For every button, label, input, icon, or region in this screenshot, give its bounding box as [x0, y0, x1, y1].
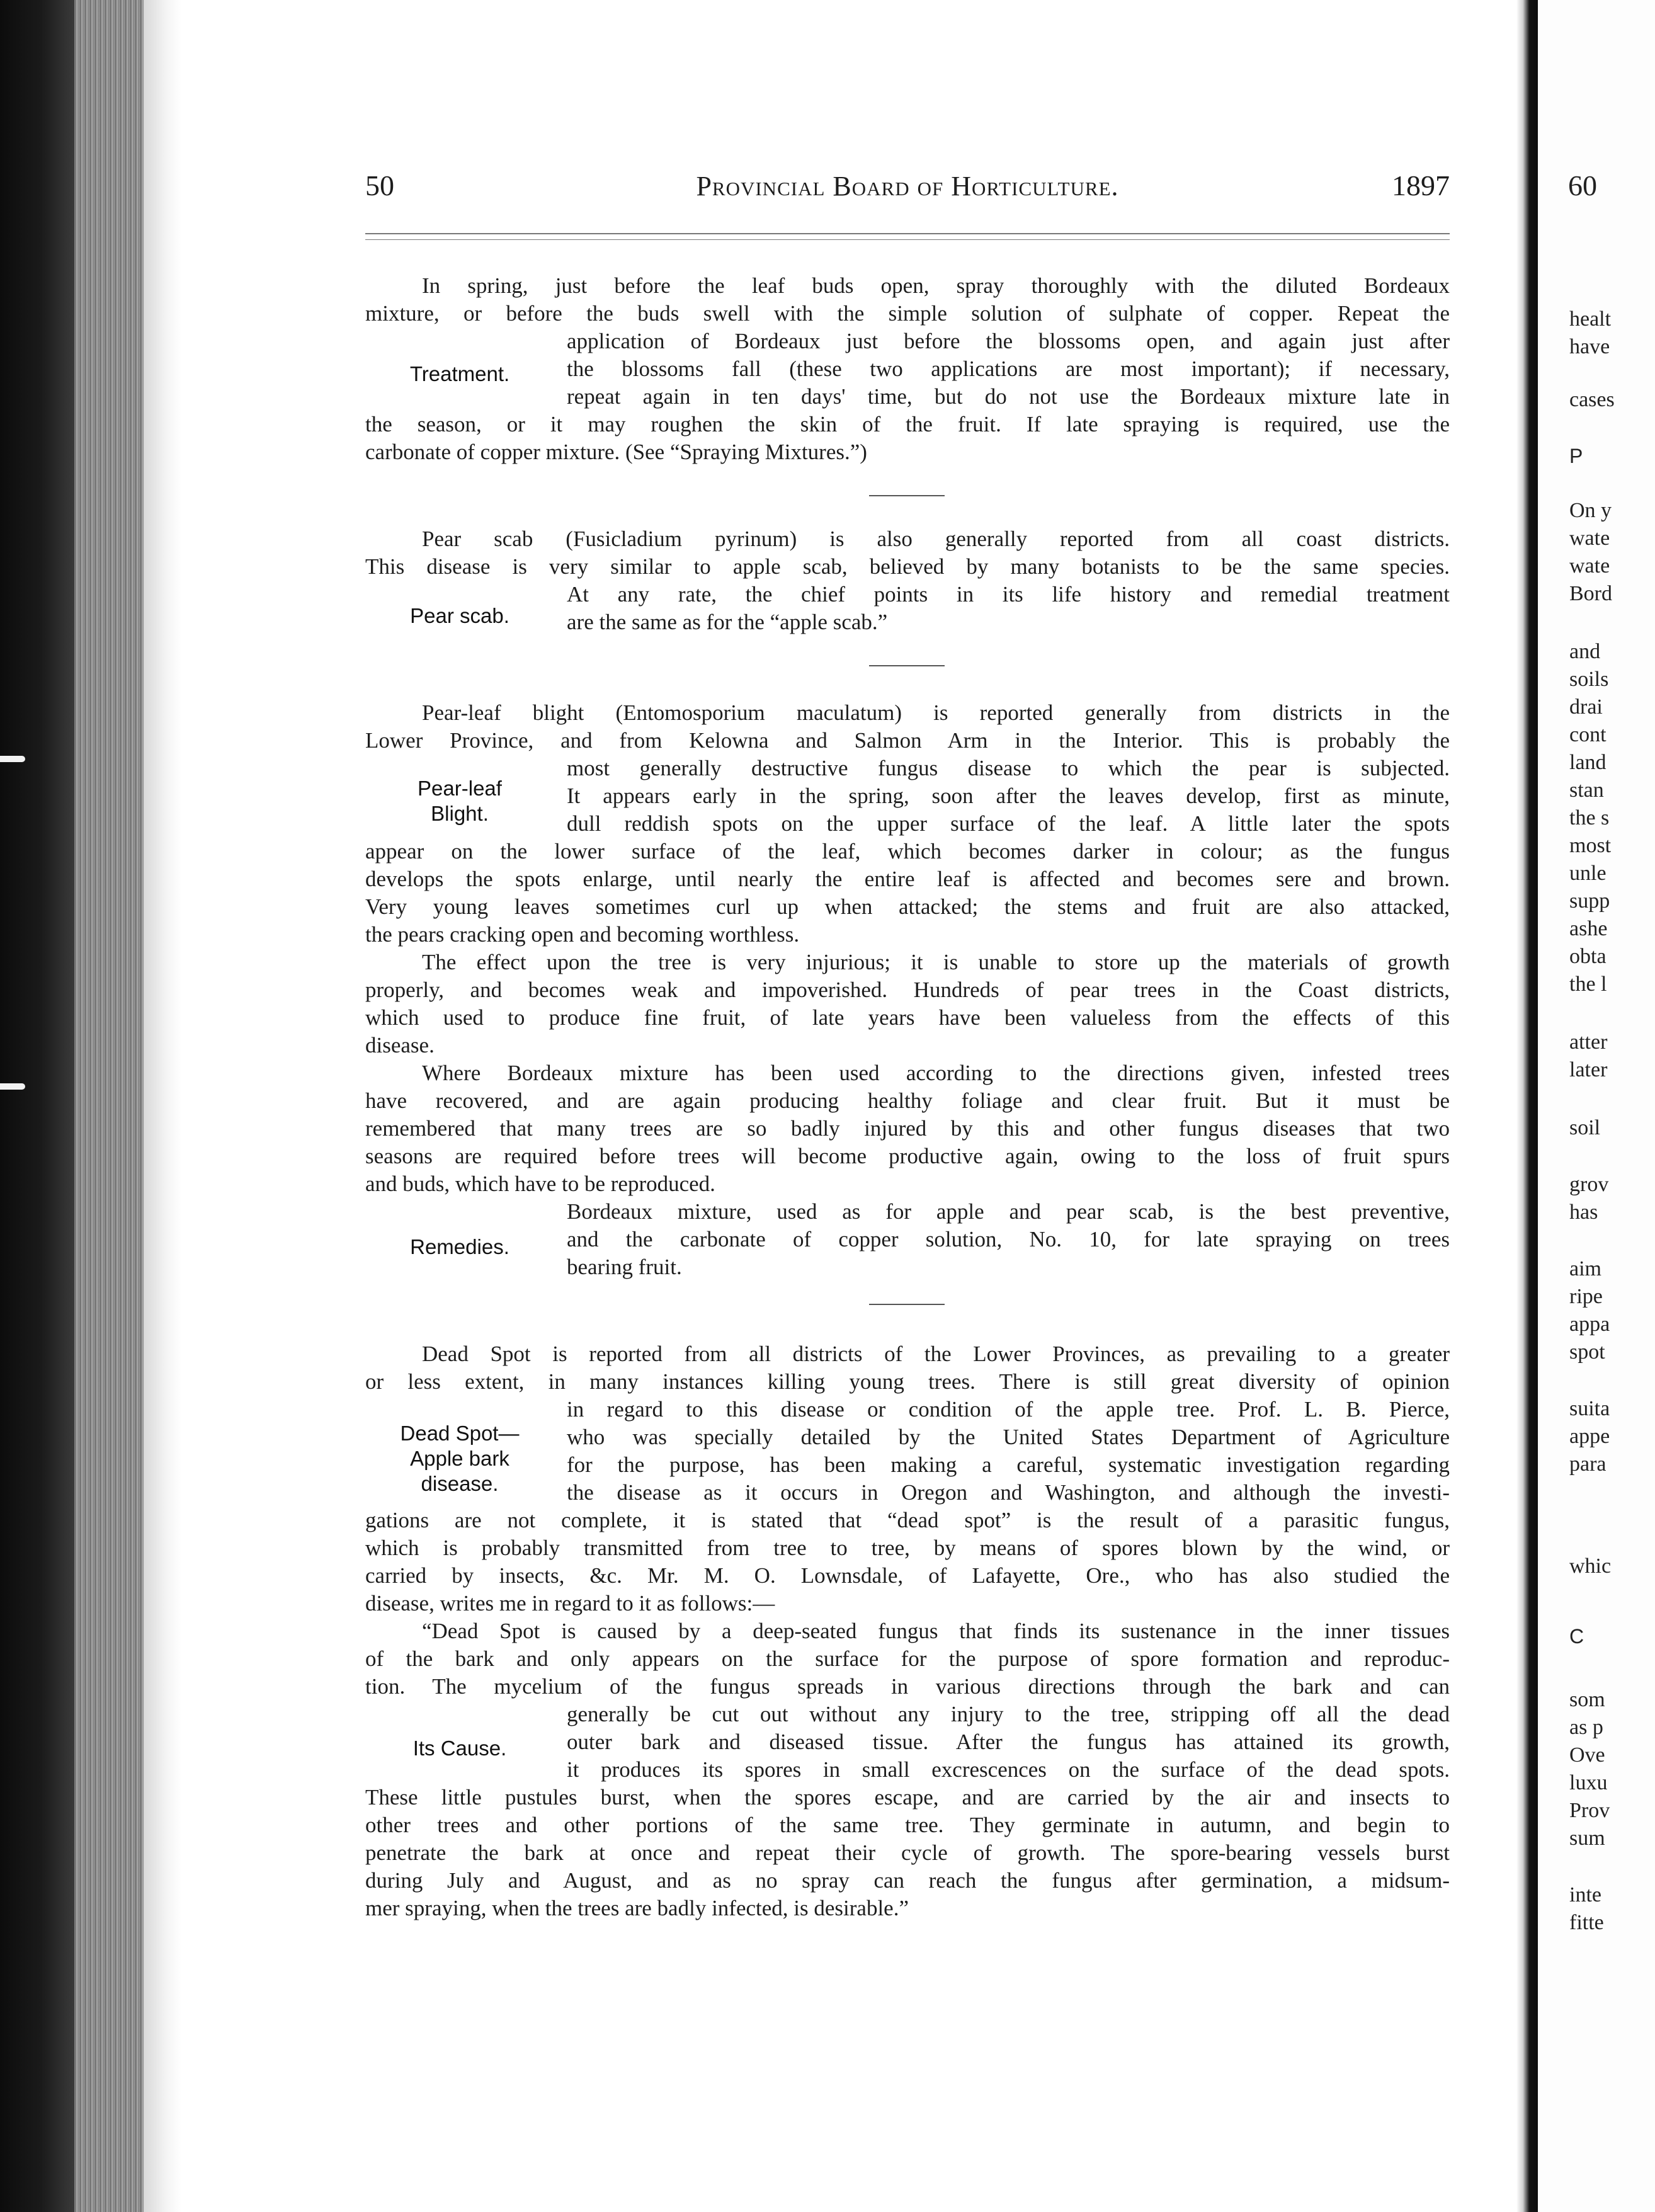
text-line: for the purpose, has been making a careful, systematic investigation regarding	[567, 1452, 1450, 1477]
facing-text: most	[1569, 834, 1612, 857]
text-line: bearing fruit.	[567, 1255, 682, 1279]
text-line: disease.	[365, 1033, 435, 1058]
section-separator	[869, 665, 945, 666]
binding-mark	[0, 756, 25, 762]
facing-text: Prov	[1569, 1799, 1610, 1822]
text-line: the season, or it may roughen the skin of the fruit. If late spraying is required, use the	[365, 412, 1450, 436]
text-line: or less extent, in many instances killing young trees. There is still great diversity of opinion	[365, 1369, 1450, 1394]
facing-text: the s	[1569, 806, 1610, 830]
text-line: of the bark and only appears on the surface for the purpose of spore formation and reproduc-	[365, 1646, 1450, 1671]
facing-text: C	[1569, 1625, 1584, 1648]
text-line: the blossoms fall (these two applications are most important); if necessary,	[567, 356, 1450, 381]
header-rule	[365, 239, 1450, 240]
facing-text: atter	[1569, 1030, 1608, 1054]
facing-text: as p	[1569, 1716, 1603, 1739]
running-head	[365, 169, 1450, 207]
text-line: Dead Spot is reported from all districts of the Lower Provinces, as prevailing to a greater	[422, 1342, 1450, 1366]
facing-text: appa	[1569, 1313, 1610, 1336]
section-separator	[869, 1304, 945, 1305]
facing-text: cases	[1569, 388, 1615, 411]
text-line: The effect upon the tree is very injurious; it is unable to store up the materials of growth	[422, 950, 1450, 974]
text-line: in regard to this disease or condition of the apple tree. Prof. L. B. Pierce,	[567, 1397, 1450, 1422]
text-line: are the same as for the “apple scab.”	[567, 610, 888, 634]
facing-text: whic	[1569, 1554, 1612, 1578]
page-number: 50	[365, 169, 394, 202]
text-line: the disease as it occurs in Oregon and Washington, and although the investi-	[567, 1480, 1450, 1505]
facing-text: spot	[1569, 1340, 1605, 1364]
text-line: At any rate, the chief points in its life history and remedial treatment	[567, 582, 1450, 607]
text-line: have recovered, and are again producing healthy foliage and clear fruit. But it must be	[365, 1088, 1450, 1113]
sidenote-pear-leaf-blight	[365, 776, 554, 826]
sidenote-line: disease.	[421, 1472, 499, 1495]
text-line: other trees and other portions of the same tree. They germinate in autumn, and begin to	[365, 1813, 1450, 1837]
facing-text: unle	[1569, 862, 1607, 885]
facing-text: obta	[1569, 945, 1607, 968]
text-line: mixture, or before the buds swell with the simple solution of sulphate of copper. Repeat the	[365, 301, 1450, 326]
facing-text: sum	[1569, 1827, 1605, 1850]
text-line: the pears cracking open and becoming worthless.	[365, 922, 800, 947]
sidenote-line: Pear-leaf	[418, 777, 502, 800]
text-line: who was specially detailed by the United States Department of Agriculture	[567, 1425, 1450, 1449]
text-line: and the carbonate of copper solution, No. 10, for late spraying on trees	[567, 1227, 1450, 1251]
text-line: which is probably transmitted from tree to tree, by means of spores blown by the wind, or	[365, 1536, 1450, 1560]
text-line: “Dead Spot is caused by a deep-seated fungus that finds its sustenance in the inner tissues	[422, 1619, 1450, 1643]
text-line: develops the spots enlarge, until nearly the entire leaf is affected and becomes sere and brown.	[365, 867, 1450, 891]
sidenote-pear-scab: Pear scab.	[410, 604, 509, 627]
sidenote-line: Dead Spot—	[400, 1422, 520, 1445]
facing-text: has	[1569, 1200, 1598, 1224]
text-line: Where Bordeaux mixture has been used according to the directions given, infested trees	[422, 1061, 1450, 1085]
facing-text: fitte	[1569, 1911, 1604, 1934]
facing-text: wate	[1569, 527, 1610, 550]
facing-page	[1538, 0, 1655, 2212]
sidenote-dead-spot	[365, 1421, 554, 1497]
facing-text: have	[1569, 335, 1610, 358]
facing-text: P	[1569, 445, 1583, 467]
text-line: during July and August, and as no spray can reach the fungus after germination, a midsum-	[365, 1868, 1450, 1893]
gutter-shadow	[144, 0, 181, 2212]
facing-text: aim	[1569, 1257, 1601, 1280]
facing-text: luxu	[1569, 1771, 1608, 1794]
book-binding	[0, 0, 74, 2212]
facing-page-number: 60	[1568, 169, 1597, 202]
facing-text: stan	[1569, 778, 1604, 802]
facing-text: ashe	[1569, 917, 1608, 940]
text-line: and buds, which have to be reproduced.	[365, 1172, 715, 1196]
facing-text: ripe	[1569, 1285, 1603, 1308]
text-line: properly, and becomes weak and impoverished. Hundreds of pear trees in the Coast districts,	[365, 978, 1450, 1002]
text-line: It appears early in the spring, soon after the leaves develop, first as minute,	[567, 784, 1450, 808]
facing-text: land	[1569, 751, 1607, 774]
facing-text: soils	[1569, 668, 1609, 691]
text-line: which used to produce fine fruit, of late years have been valueless from the effects of this	[365, 1005, 1450, 1030]
facing-text: supp	[1569, 889, 1610, 913]
text-line: application of Bordeaux just before the blossoms open, and again just after	[567, 329, 1450, 353]
text-line: Pear-leaf blight (Entomosporium maculatum) is reported generally from districts in the	[422, 700, 1450, 725]
sidenote-treatment: Treatment.	[409, 362, 510, 385]
facing-text: On y	[1569, 499, 1612, 522]
text-line: carried by insects, &c. Mr. M. O. Lownsdale, of Lafayette, Ore., who has also studied the	[365, 1563, 1450, 1588]
text-line: generally be cut out without any injury to the tree, stripping off all the dead	[567, 1702, 1450, 1726]
text-line: remembered that many trees are so badly injured by this and other fungus diseases that two	[365, 1116, 1450, 1141]
text-line: outer bark and diseased tissue. After the fungus has attained its growth,	[567, 1730, 1450, 1754]
text-line: mer spraying, when the trees are badly infected, is desirable.”	[365, 1896, 909, 1920]
text-line: disease, writes me in regard to it as follows:—	[365, 1591, 775, 1616]
sidenote-line: Apple bark	[410, 1447, 509, 1470]
page-fold	[1516, 0, 1538, 2212]
facing-text: som	[1569, 1688, 1605, 1711]
facing-text: inte	[1569, 1883, 1601, 1907]
sidenote-remedies: Remedies.	[410, 1235, 509, 1258]
page-year: 1897	[1392, 169, 1450, 202]
facing-text: appe	[1569, 1425, 1610, 1448]
facing-text: the l	[1569, 972, 1607, 996]
text-line: dull reddish spots on the upper surface of the leaf. A little later the spots	[567, 811, 1450, 836]
page-title: Provincial Board of Horticulture.	[696, 171, 1119, 202]
page-edges	[74, 0, 144, 2212]
text-line: Pear scab (Fusicladium pyrinum) is also generally reported from all coast districts.	[422, 527, 1450, 551]
text-line: appear on the lower surface of the leaf, which becomes darker in colour; as the fungus	[365, 839, 1450, 864]
text-line: In spring, just before the leaf buds open, spray thoroughly with the diluted Bordeaux	[422, 273, 1450, 298]
text-line: gations are not complete, it is stated that “dead spot” is the result of a parasitic fungus,	[365, 1508, 1450, 1532]
text-line: penetrate the bark at once and repeat their cycle of growth. The spore-bearing vessels burst	[365, 1840, 1450, 1865]
sidenote-its-cause: Its Cause.	[412, 1736, 507, 1760]
facing-text: later	[1569, 1058, 1608, 1081]
facing-text: cont	[1569, 723, 1607, 746]
facing-text: Bord	[1569, 582, 1612, 605]
facing-text: and	[1569, 640, 1601, 663]
facing-text: grov	[1569, 1173, 1609, 1196]
text-line: Lower Province, and from Kelowna and Salmon Arm in the Interior. This is probably the	[365, 728, 1450, 753]
facing-text: Ove	[1569, 1743, 1605, 1767]
facing-text: suita	[1569, 1397, 1610, 1420]
binding-mark	[0, 1083, 25, 1090]
text-line: These little pustules burst, when the spores escape, and are carried by the air and insects to	[365, 1785, 1450, 1810]
text-line: tion. The mycelium of the fungus spreads in various directions through the bark and can	[365, 1674, 1450, 1699]
facing-text: para	[1569, 1452, 1607, 1476]
text-line: seasons are required before trees will become productive again, owing to the loss of fruit spurs	[365, 1144, 1450, 1168]
header-rule	[365, 233, 1450, 234]
facing-text: soil	[1569, 1116, 1601, 1139]
sidenote-line: Blight.	[431, 802, 489, 825]
text-line: This disease is very similar to apple scab, believed by many botanists to be the same species.	[365, 554, 1450, 579]
text-line: Bordeaux mixture, used as for apple and pear scab, is the best preventive,	[567, 1199, 1450, 1224]
text-line: it produces its spores in small excrescences on the surface of the dead spots.	[567, 1757, 1450, 1782]
facing-text: wate	[1569, 554, 1610, 578]
text-line: repeat again in ten days' time, but do not use the Bordeaux mixture late in	[567, 384, 1450, 409]
text-line: carbonate of copper mixture. (See “Spraying Mixtures.”)	[365, 440, 867, 464]
facing-text: drai	[1569, 695, 1603, 719]
text-line: Very young leaves sometimes curl up when attacked; the stems and fruit are also attacked,	[365, 894, 1450, 919]
text-line: most generally destructive fungus disease to which the pear is subjected.	[567, 756, 1450, 780]
facing-text: healt	[1569, 307, 1612, 331]
section-separator	[869, 495, 945, 496]
